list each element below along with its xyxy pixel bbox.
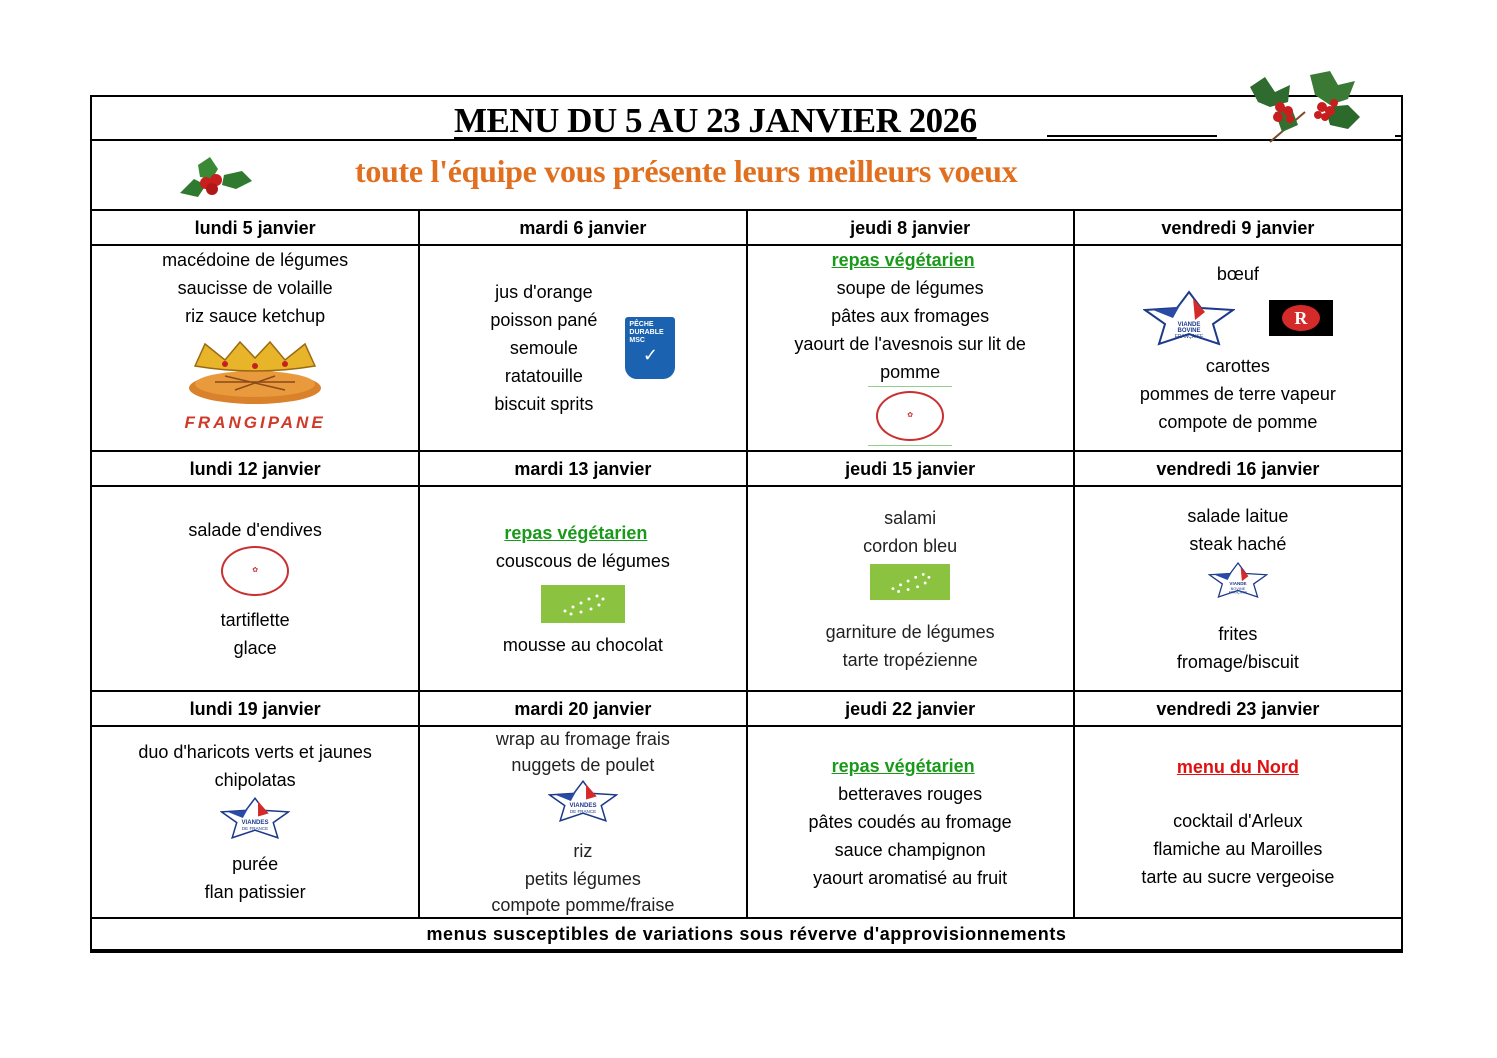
menu-item: compote de pomme xyxy=(1158,412,1318,432)
menu-grid xyxy=(92,211,1401,951)
menu-item: ratatouille xyxy=(504,366,583,386)
menu-item: cordon bleu xyxy=(863,535,958,556)
day-menu-cell xyxy=(747,486,1074,691)
vegetarian-tag: repas végétarien xyxy=(504,522,648,543)
frangipane-label: FRANGIPANE xyxy=(184,413,326,432)
greeting-row xyxy=(92,141,1401,211)
badge-text: FRANÇAISE xyxy=(1228,590,1248,595)
day-header: jeudi 15 janvier xyxy=(747,451,1074,486)
menu-item: wrap au fromage frais xyxy=(495,729,670,749)
day-header: lundi 5 janvier xyxy=(92,211,419,245)
menu-item: semoule xyxy=(509,338,578,358)
footer-row xyxy=(92,918,1401,950)
vegetarian-tag: repas végétarien xyxy=(831,250,975,270)
day-header: lundi 12 janvier xyxy=(92,451,419,486)
menu-item: betteraves rouges xyxy=(838,784,983,804)
menu-item: cocktail d'Arleux xyxy=(1173,811,1303,831)
supply-disclaimer: menus susceptibles de variations sous réverve d'approvisionnements xyxy=(92,918,1401,950)
menu-item: salami xyxy=(884,507,937,528)
local-producer-stamp-icon: ✿ xyxy=(221,546,289,596)
menu-item: chipolatas xyxy=(214,770,296,790)
menu-item: macédoine de légumes xyxy=(162,250,349,270)
day-header: vendredi 9 janvier xyxy=(1074,211,1401,245)
eu-organic-leaf-logo xyxy=(870,564,950,600)
day-menu-cell xyxy=(92,726,419,918)
menu-item: tarte au sucre vergeoise xyxy=(1141,867,1335,887)
menu-item: purée xyxy=(232,854,279,874)
menu-item: fromage/biscuit xyxy=(1176,651,1299,672)
badge-text: DURABLE xyxy=(629,329,664,336)
day-menu-cell xyxy=(419,486,746,691)
day-header: mardi 13 janvier xyxy=(419,451,746,486)
menu-item: sauce champignon xyxy=(834,840,986,860)
menu-item: tarte tropézienne xyxy=(842,649,978,670)
badge-text: BOVINE xyxy=(1230,585,1246,591)
viandes-de-france-logo xyxy=(220,794,290,842)
week-1-menu-row xyxy=(92,245,1401,451)
holly-icon xyxy=(176,153,254,201)
menu-item: jus d'orange xyxy=(495,282,593,302)
menu-title: MENU DU 5 AU 23 JANVIER 2026 xyxy=(454,101,977,140)
label-rouge-logo xyxy=(1269,300,1333,336)
badge-text: DE FRANCE xyxy=(241,826,269,832)
menu-item: bœuf xyxy=(1216,264,1259,284)
eu-organic-leaf-logo xyxy=(541,585,625,623)
regional-menu-tag: menu du Nord xyxy=(1176,757,1299,777)
menu-item: soupe de légumes xyxy=(836,278,984,298)
menu-item: garniture de légumes xyxy=(825,621,995,642)
day-menu-cell xyxy=(92,245,419,451)
vegetarian-tag: repas végétarien xyxy=(831,756,975,776)
menu-item: glace xyxy=(233,637,277,658)
label-rouge-r-icon: R xyxy=(1282,305,1320,331)
badge-text: VIANDE xyxy=(1229,580,1247,586)
viande-bovine-francaise-logo xyxy=(1208,560,1268,600)
menu-item: salade d'endives xyxy=(188,519,322,540)
organic-leaf-icon xyxy=(870,564,950,600)
menu-item: nuggets de poulet xyxy=(511,755,655,775)
week-3-menu-row xyxy=(92,726,1401,918)
menu-item: mousse au chocolat xyxy=(502,634,663,655)
week-3-header-row xyxy=(92,691,1401,726)
day-menu-cell xyxy=(419,245,746,451)
badge-text: VIANDES xyxy=(569,802,597,810)
menu-item: biscuit sprits xyxy=(494,394,594,414)
menu-item: saucisse de volaille xyxy=(177,278,333,298)
menu-item: couscous de légumes xyxy=(495,550,670,571)
menu-item: pâtes coudés au fromage xyxy=(808,812,1012,832)
menu-item: pommes de terre vapeur xyxy=(1139,384,1336,404)
viandes-de-france-logo xyxy=(548,779,618,823)
badge-text: PÊCHE xyxy=(629,321,654,328)
week-1-header-row xyxy=(92,211,1401,245)
day-header: jeudi 8 janvier xyxy=(747,211,1074,245)
menu-item: steak haché xyxy=(1189,533,1287,554)
week-2-header-row xyxy=(92,451,1401,486)
title-underline xyxy=(1047,135,1217,137)
stamp-icon: ✿ xyxy=(876,391,944,441)
menu-item: tartiflette xyxy=(220,609,290,630)
day-menu-cell xyxy=(1074,726,1401,918)
day-menu-cell xyxy=(1074,486,1401,691)
badge-text: VIANDE xyxy=(1177,322,1201,328)
day-menu-cell xyxy=(747,726,1074,918)
menu-item: compote pomme/fraise xyxy=(491,895,675,915)
greeting-text: toute l'équipe vous présente leurs meilleurs voeux xyxy=(355,153,1018,189)
day-header: mardi 6 janvier xyxy=(419,211,746,245)
menu-item: frites xyxy=(1218,623,1258,644)
day-header: vendredi 23 janvier xyxy=(1074,691,1401,726)
menu-item: pâtes aux fromages xyxy=(831,306,990,326)
menu-item: flamiche au Maroilles xyxy=(1153,839,1323,859)
day-header: jeudi 22 janvier xyxy=(747,691,1074,726)
title-row xyxy=(92,97,1401,141)
organic-leaf-icon xyxy=(541,585,625,623)
badge-text: BOVINE xyxy=(1177,328,1201,334)
day-menu-cell xyxy=(92,486,419,691)
week-2-menu-row xyxy=(92,486,1401,691)
galette-crown-icon xyxy=(175,336,335,406)
menu-item: petits légumes xyxy=(524,869,641,889)
badge-text: MSC xyxy=(629,337,645,344)
day-header: mardi 20 janvier xyxy=(419,691,746,726)
menu-item: pomme xyxy=(880,362,941,382)
menu-item: flan patissier xyxy=(204,882,306,902)
day-menu-cell xyxy=(419,726,746,918)
day-header: lundi 19 janvier xyxy=(92,691,419,726)
menu-item: riz xyxy=(573,841,593,861)
menu-item: yaourt de l'avesnois sur lit de xyxy=(794,334,1026,354)
menu-item: salade laitue xyxy=(1187,505,1289,526)
menu-item: duo d'haricots verts et jaunes xyxy=(138,742,372,762)
title-dash xyxy=(1395,135,1401,137)
menu-item: riz sauce ketchup xyxy=(185,306,326,326)
msc-fish-check-icon: ✓ xyxy=(642,345,658,365)
menu-sheet xyxy=(90,95,1403,953)
badge-text: DE FRANCE xyxy=(569,809,597,815)
local-producer-stamp xyxy=(868,386,952,446)
day-header: vendredi 16 janvier xyxy=(1074,451,1401,486)
msc-sustainable-fishing-badge xyxy=(625,317,675,379)
viande-bovine-francaise-logo xyxy=(1143,290,1235,346)
galette-crown-image xyxy=(92,336,418,432)
badge-text: FRANÇAISE xyxy=(1174,334,1204,340)
menu-item: yaourt aromatisé au fruit xyxy=(813,868,1008,888)
menu-item: carottes xyxy=(1205,356,1270,376)
badge-text: VIANDES xyxy=(241,819,269,827)
day-menu-cell xyxy=(747,245,1074,451)
menu-item: poisson pané xyxy=(490,310,598,330)
day-menu-cell xyxy=(1074,245,1401,451)
